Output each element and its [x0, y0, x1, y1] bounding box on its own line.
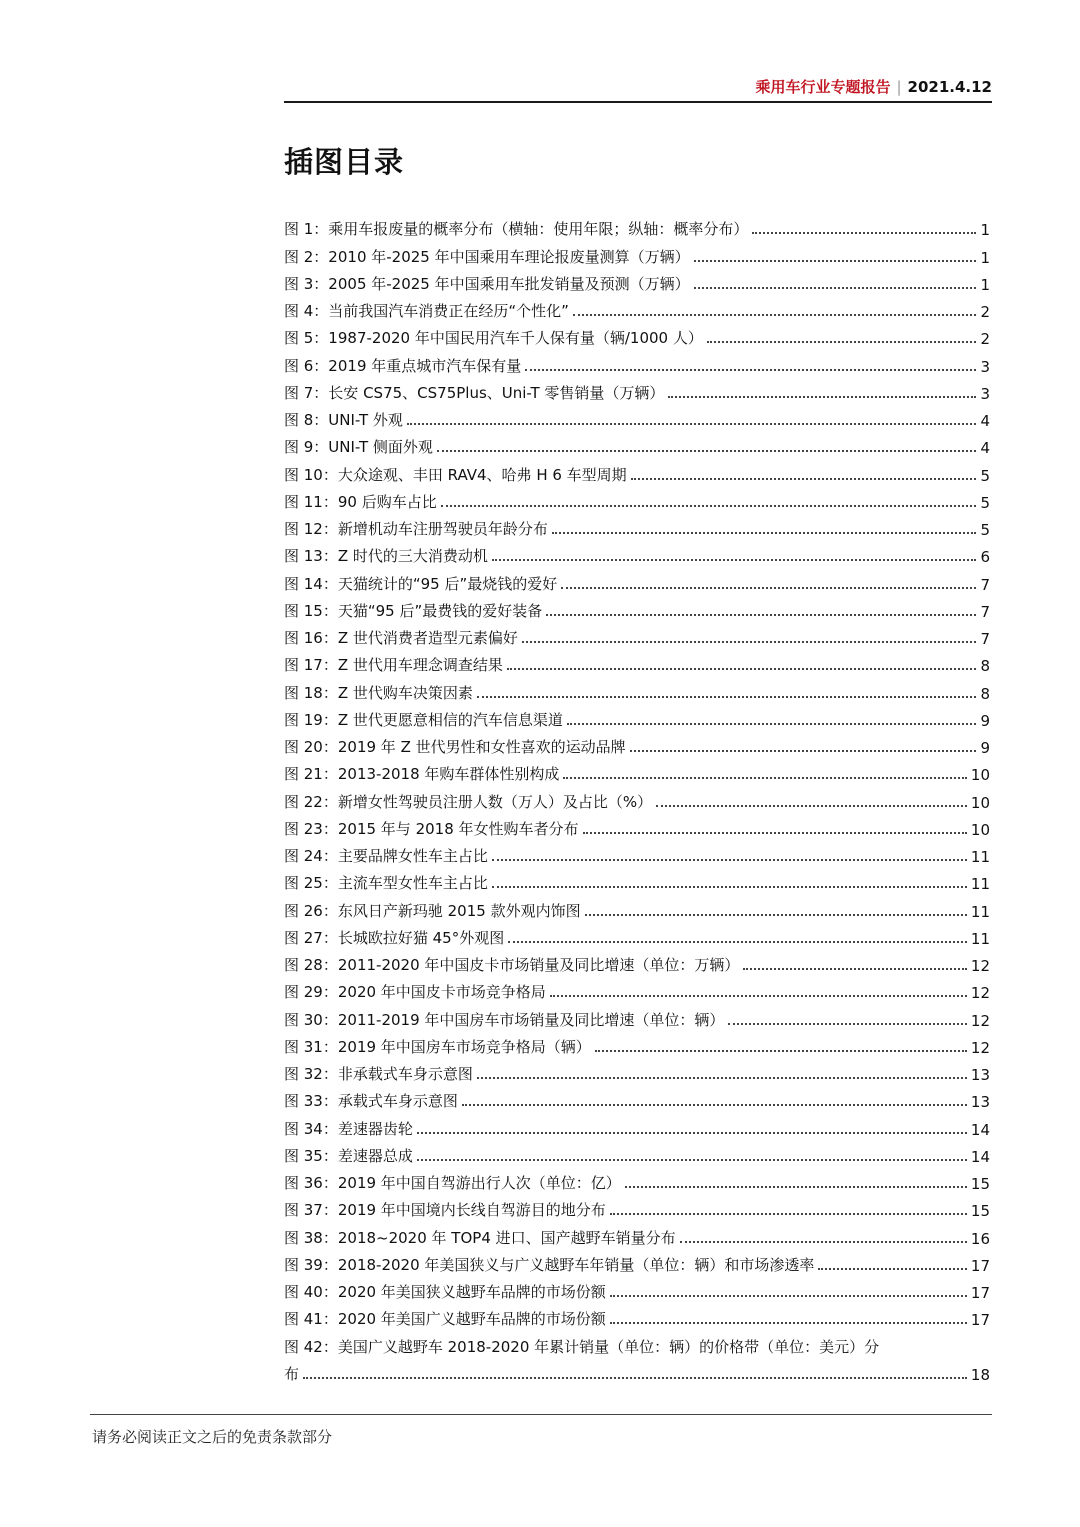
toc-entry-fig-17[interactable] — [284, 648, 990, 675]
dot-leader — [694, 246, 977, 262]
dot-leader — [595, 1036, 967, 1052]
dot-leader — [552, 518, 977, 534]
toc-entry-label: 图 27：长城欧拉好猫 45°外观图 — [284, 928, 505, 947]
toc-entry-fig-13[interactable] — [284, 539, 990, 566]
toc-entry-label: 图 11：90 后购车占比 — [284, 492, 437, 511]
footer-rule — [90, 1414, 992, 1415]
dot-leader — [550, 981, 967, 997]
toc-entry-page: 11 — [970, 848, 990, 866]
dot-leader — [492, 845, 967, 861]
dot-leader — [631, 464, 977, 480]
toc-entry-fig-27[interactable] — [284, 921, 990, 948]
dot-leader — [525, 355, 976, 371]
toc-entry-page: 1 — [980, 248, 990, 267]
toc-entry-page: 9 — [980, 711, 990, 730]
toc-entry-label: 图 12：新增机动车注册驾驶员年龄分布 — [284, 520, 548, 538]
toc-entry-fig-39[interactable] — [284, 1248, 990, 1275]
dot-leader — [522, 627, 977, 643]
toc-entry-page: 13 — [970, 1066, 990, 1084]
dot-leader — [743, 954, 967, 970]
toc-entry-label: 图 37：2019 年中国境内长线自驾游目的地分布 — [284, 1201, 606, 1220]
toc-entry-label: 图 7：长安 CS75、CS75Plus、Uni-T 零售销量（万辆） — [284, 383, 665, 402]
toc-entry-page: 8 — [980, 657, 990, 676]
figure-index — [284, 212, 990, 1384]
toc-entry-label: 图 6：2019 年重点城市汽车保有量 — [284, 356, 522, 375]
toc-entry-fig-8[interactable] — [284, 403, 990, 430]
toc-entry-fig-26[interactable] — [284, 893, 990, 920]
toc-entry-page: 7 — [980, 602, 990, 621]
toc-entry-fig-9[interactable] — [284, 430, 990, 457]
toc-entry-label: 图 3：2005 年-2025 年中国乘用车批发销量及预测（万辆） — [284, 274, 690, 293]
toc-entry-fig-24[interactable] — [284, 839, 990, 866]
toc-entry-page: 4 — [980, 439, 990, 458]
dot-leader — [492, 872, 967, 888]
toc-entry-label: 图 25：主流车型女性车主占比 — [284, 874, 488, 893]
toc-entry-fig-25[interactable] — [284, 866, 990, 893]
report-title: 乘用车行业专题报告 — [755, 78, 891, 96]
toc-entry-page: 17 — [970, 1284, 990, 1302]
toc-entry-label: 图 42：美国广义越野车 2018-2020 年累计销量（单位：辆）的价格带（单位：美元）分 — [284, 1337, 880, 1356]
toc-entry-label: 图 23：2015 年与 2018 年女性购车者分布 — [284, 819, 579, 838]
dot-leader — [728, 1009, 967, 1025]
toc-entry-label: 图 24：主要品牌女性车主占比 — [284, 847, 488, 865]
dot-leader — [507, 654, 977, 670]
toc-entry-fig-38[interactable] — [284, 1220, 990, 1247]
toc-entry-page: 5 — [980, 493, 990, 512]
toc-entry-label: 图 18：Z 世代购车决策因素 — [284, 683, 473, 702]
dot-leader — [610, 1281, 967, 1297]
toc-entry-page: 7 — [980, 575, 990, 594]
toc-entry-fig-22[interactable] — [284, 784, 990, 811]
toc-entry-fig-33[interactable] — [284, 1084, 990, 1111]
toc-entry-page: 3 — [980, 384, 990, 403]
dot-leader — [561, 573, 976, 589]
toc-entry-label: 图 13：Z 时代的三大消费动机 — [284, 547, 488, 566]
toc-entry-fig-15[interactable] — [284, 594, 990, 621]
dot-leader — [508, 927, 967, 943]
toc-entry-fig-36[interactable] — [284, 1166, 990, 1193]
toc-entry-label: 图 10：大众途观、丰田 RAV4、哈弗 H 6 车型周期 — [284, 465, 627, 484]
dot-leader — [462, 1090, 967, 1106]
toc-entry-page: 5 — [980, 521, 990, 539]
toc-entry-label: 图 40：2020 年美国狭义越野车品牌的市场份额 — [284, 1283, 606, 1301]
toc-entry-label: 图 39：2018-2020 年美国狭义与广义越野车年销量（单位：辆）和市场渗透率 — [284, 1255, 815, 1274]
dot-leader — [818, 1254, 967, 1270]
toc-entry-fig-35[interactable] — [284, 1139, 990, 1166]
toc-entry-fig-23[interactable] — [284, 812, 990, 839]
toc-entry-label: 图 20：2019 年 Z 世代男性和女性喜欢的运动品牌 — [284, 738, 626, 756]
toc-entry-fig-12[interactable] — [284, 512, 990, 539]
toc-entry-label: 图 8：UNI-T 外观 — [284, 411, 403, 429]
toc-entry-page: 8 — [980, 684, 990, 703]
toc-entry-page: 10 — [970, 793, 990, 812]
toc-entry-page: 18 — [970, 1365, 990, 1384]
dot-leader — [477, 1063, 967, 1079]
dot-leader — [573, 300, 977, 316]
toc-entry-page: 1 — [980, 221, 990, 240]
report-date: 2021.4.12 — [907, 78, 992, 96]
dot-leader — [546, 600, 976, 616]
dot-leader — [303, 1363, 967, 1379]
dot-leader — [585, 900, 967, 916]
toc-entry-page: 2 — [980, 303, 990, 321]
page-header — [284, 76, 992, 98]
toc-entry-fig-37[interactable] — [284, 1193, 990, 1220]
toc-entry-label: 图 15：天猫“95 后”最费钱的爱好装备 — [284, 601, 543, 620]
footer-disclaimer: 请务必阅读正文之后的免责条款部分 — [92, 1428, 333, 1446]
toc-entry-label: 图 33：承载式车身示意图 — [284, 1092, 458, 1111]
dot-leader — [441, 491, 977, 507]
toc-entry-page: 11 — [970, 929, 990, 948]
toc-entry-fig-11[interactable] — [284, 485, 990, 512]
dot-leader — [707, 327, 977, 343]
toc-entry-label: 图 35：差速器总成 — [284, 1146, 413, 1165]
dot-leader — [752, 218, 976, 234]
toc-entry-page: 3 — [980, 357, 990, 376]
toc-entry-fig-19[interactable] — [284, 703, 990, 730]
toc-entry-label: 图 14：天猫统计的“95 后”最烧钱的爱好 — [284, 574, 558, 593]
toc-entry-label: 图 31：2019 年中国房车市场竞争格局（辆） — [284, 1037, 591, 1056]
toc-entry-fig-30[interactable] — [284, 1002, 990, 1029]
header-separator: | — [896, 78, 902, 96]
toc-entry-label: 图 2：2010 年-2025 年中国乘用车理论报废量测算（万辆） — [284, 247, 690, 266]
toc-entry-label: 图 4：当前我国汽车消费正在经历“个性化” — [284, 302, 569, 320]
toc-entry-label: 图 28：2011-2020 年中国皮卡市场销量及同比增速（单位：万辆） — [284, 956, 740, 974]
toc-entry-label: 图 19：Z 世代更愿意相信的汽车信息渠道 — [284, 710, 563, 729]
toc-entry-fig-41[interactable] — [284, 1302, 990, 1329]
toc-entry-label: 图 16：Z 世代消费者造型元素偏好 — [284, 629, 518, 647]
toc-entry-last-line1[interactable] — [284, 1329, 990, 1356]
dot-leader — [610, 1199, 967, 1215]
toc-entry-fig-18[interactable] — [284, 675, 990, 702]
dot-leader — [417, 1118, 967, 1134]
toc-entry-label: 图 34：差速器齿轮 — [284, 1119, 413, 1138]
toc-entry-page: 5 — [980, 466, 990, 485]
toc-entry-fig-6[interactable] — [284, 348, 990, 375]
toc-entry-label: 布 — [284, 1364, 300, 1383]
toc-entry-page: 13 — [970, 1093, 990, 1112]
toc-entry-fig-10[interactable] — [284, 457, 990, 484]
toc-entry-label: 图 1：乘用车报废量的概率分布（横轴：使用年限；纵轴：概率分布） — [284, 220, 749, 239]
dot-leader — [656, 791, 967, 807]
toc-entry-page: 6 — [980, 548, 990, 567]
toc-entry-page: 2 — [980, 330, 990, 349]
toc-entry-page: 11 — [970, 875, 990, 894]
toc-entry-label: 图 17：Z 世代用车理念调查结果 — [284, 656, 503, 675]
toc-entry-label: 图 36：2019 年中国自驾游出行人次（单位：亿） — [284, 1174, 621, 1192]
toc-entry-page: 14 — [970, 1120, 990, 1139]
toc-entry-last-line2[interactable] — [284, 1357, 990, 1384]
dot-leader — [407, 409, 977, 425]
dot-leader — [567, 709, 977, 725]
toc-entry-page: 12 — [970, 957, 990, 975]
dot-leader — [417, 1145, 967, 1161]
toc-entry-page: 1 — [980, 275, 990, 294]
toc-entry-fig-28[interactable] — [284, 948, 990, 975]
dot-leader — [630, 736, 977, 752]
toc-entry-label: 图 38：2018~2020 年 TOP4 进口、国产越野车销量分布 — [284, 1228, 676, 1247]
toc-entry-fig-40[interactable] — [284, 1275, 990, 1302]
toc-entry-page: 11 — [970, 902, 990, 921]
toc-entry-page: 16 — [970, 1229, 990, 1248]
toc-entry-fig-31[interactable] — [284, 1030, 990, 1057]
dot-leader — [610, 1308, 967, 1324]
dot-leader — [694, 273, 977, 289]
toc-entry-page: 14 — [970, 1147, 990, 1166]
page-title: 插图目录 — [284, 145, 405, 179]
toc-entry-fig-7[interactable] — [284, 376, 990, 403]
dot-leader — [668, 382, 976, 398]
toc-entry-fig-32[interactable] — [284, 1057, 990, 1084]
toc-entry-fig-4[interactable] — [284, 294, 990, 321]
toc-entry-page: 10 — [970, 820, 990, 839]
toc-entry-label: 图 9：UNI-T 侧面外观 — [284, 438, 433, 457]
toc-entry-fig-34[interactable] — [284, 1111, 990, 1138]
toc-entry-page: 12 — [970, 1011, 990, 1030]
toc-entry-label: 图 21：2013-2018 年购车群体性别构成 — [284, 765, 560, 784]
dot-leader — [583, 818, 967, 834]
toc-entry-fig-20[interactable] — [284, 730, 990, 757]
dot-leader — [680, 1227, 967, 1243]
toc-entry-label: 图 29：2020 年中国皮卡市场竞争格局 — [284, 983, 546, 1002]
toc-entry-page: 15 — [970, 1202, 990, 1221]
toc-entry-page: 15 — [970, 1175, 990, 1193]
toc-entry-page: 10 — [970, 766, 990, 785]
toc-entry-fig-21[interactable] — [284, 757, 990, 784]
toc-entry-page: 17 — [970, 1311, 990, 1330]
toc-entry-page: 7 — [980, 630, 990, 648]
toc-entry-fig-5[interactable] — [284, 321, 990, 348]
toc-entry-label: 图 26：东风日产新玛驰 2015 款外观内饰图 — [284, 901, 581, 920]
toc-entry-fig-2[interactable] — [284, 239, 990, 266]
dot-leader — [625, 1172, 967, 1188]
toc-entry-page: 17 — [970, 1256, 990, 1275]
header-rule — [284, 101, 992, 103]
toc-entry-page: 4 — [980, 412, 990, 430]
toc-entry-fig-16[interactable] — [284, 621, 990, 648]
dot-leader — [437, 436, 977, 452]
toc-entry-page: 9 — [980, 739, 990, 757]
toc-entry-page: 12 — [970, 984, 990, 1003]
toc-entry-label: 图 22：新增女性驾驶员注册人数（万人）及占比（%） — [284, 792, 653, 811]
toc-entry-fig-1[interactable] — [284, 212, 990, 239]
toc-entry-label: 图 5：1987-2020 年中国民用汽车千人保有量（辆/1000 人） — [284, 329, 703, 348]
toc-entry-label: 图 30：2011-2019 年中国房车市场销量及同比增速（单位：辆） — [284, 1010, 725, 1029]
toc-entry-label: 图 32：非承载式车身示意图 — [284, 1065, 473, 1083]
toc-entry-fig-14[interactable] — [284, 566, 990, 593]
dot-leader — [563, 763, 967, 779]
toc-entry-page: 12 — [970, 1038, 990, 1057]
toc-entry-label: 图 41：2020 年美国广义越野车品牌的市场份额 — [284, 1310, 606, 1329]
dot-leader — [492, 545, 977, 561]
toc-entry-fig-29[interactable] — [284, 975, 990, 1002]
dot-leader — [477, 682, 977, 698]
toc-entry-fig-3[interactable] — [284, 267, 990, 294]
